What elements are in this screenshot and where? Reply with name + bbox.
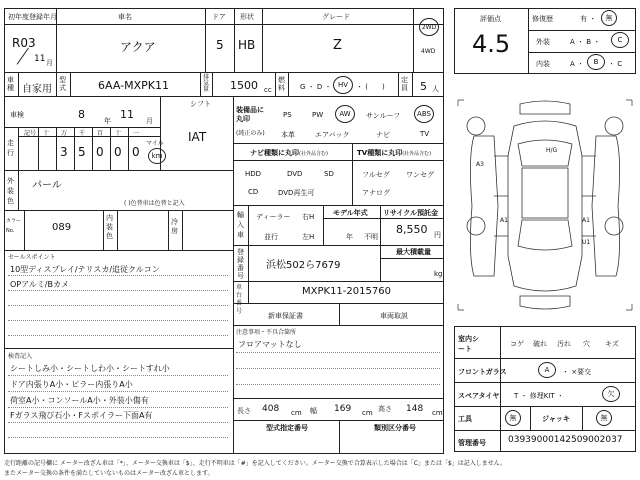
jack-label: ジャッキ <box>542 415 570 423</box>
sales-point-line-1: 10型ディスプレイ/テリスカ/追従クルコン <box>10 265 160 274</box>
model-label: 型式 <box>59 76 66 92</box>
inspection-year-unit: 年 <box>104 117 111 125</box>
inspection-year: 8 <box>78 108 85 121</box>
tv-title: TV種類に丸印(社外品含む) <box>357 149 432 157</box>
navi-dvd: DVD <box>287 170 303 178</box>
exterior-grade-label: 外装 <box>536 38 550 46</box>
car-name-label: 車名 <box>118 13 132 21</box>
fuel-label: 燃料 <box>278 76 285 92</box>
mileage-digit-4: 0 <box>114 145 122 159</box>
damage-a1-left: A1 <box>500 217 508 224</box>
length-label: 長さ <box>237 407 251 415</box>
equip-ps: PS <box>283 111 292 119</box>
front-glass-grade-circled: A <box>538 362 556 378</box>
interior-grade-label: 内装 <box>536 60 550 68</box>
km-circled: km <box>148 148 166 164</box>
control-label: 管理番号 <box>458 439 486 447</box>
notes-label: 注意事項・不具合箇所 <box>236 329 297 336</box>
equip-airbag: エアバック <box>315 131 350 139</box>
sales-point-line-2: OPアルミ/Bカメ <box>10 280 69 289</box>
equip-pw: PW <box>312 111 324 119</box>
score-label: 評価点 <box>480 15 501 23</box>
mileage-unit-1: 万 <box>61 130 68 137</box>
max-load-label: 最大積載量 <box>396 248 431 256</box>
damage-hg: H/G <box>546 147 558 154</box>
footer-line-1: 走行距離の記号欄に メーター改ざん車は「*」、メーター交換車は「$」、走行不明車は「#」を記入してください。メーター交換で合算表示した場合は「C」または「$」は記入しません。 <box>4 460 507 467</box>
capacity-value: 5 <box>420 80 427 93</box>
drive-2wd-circled: 2WD <box>419 18 439 36</box>
exterior-color: パール <box>32 180 62 191</box>
interior-grade-c: ・ C <box>608 60 623 68</box>
equipment-subtitle: (純正のみ) <box>236 130 265 137</box>
import-parallel: 並行 <box>264 233 278 241</box>
interior-color-label: 内装色 <box>106 214 113 240</box>
tv-fullseg: フルセグ <box>362 171 390 179</box>
doors-value: 5 <box>216 38 224 52</box>
interior-grade-circled: B <box>587 54 605 70</box>
damage-a3: A3 <box>476 161 484 168</box>
equip-tv: TV <box>420 130 430 138</box>
length-value: 408 <box>262 404 280 414</box>
sales-point-label: セールスポイント <box>8 254 56 261</box>
width-label: 幅 <box>310 407 317 415</box>
mileage-units-label: 記号 <box>24 130 37 137</box>
interior-seat-label: 室内シート <box>458 335 479 353</box>
repair-label: 修復歴 <box>532 15 553 23</box>
front-glass-label: フロントガラス <box>458 368 507 376</box>
shift-label: シフト <box>190 100 211 108</box>
mileage-unit-2: 千 <box>79 130 86 137</box>
exterior-note: ( )色替車は色替と記入 <box>124 200 185 207</box>
right-handle: 右H <box>302 213 315 221</box>
drive-4wd: 4WD <box>421 48 436 55</box>
fuel-hv-circled: HV <box>333 76 353 94</box>
grade-label: グレード <box>322 13 350 21</box>
registration-value: 浜松502ら7679 <box>266 260 341 271</box>
max-load-kg: kg <box>434 270 443 278</box>
inspection-label: 車検 <box>10 111 24 119</box>
mileage-digit-1: 3 <box>60 145 68 159</box>
control-value: 03939000142509002037 <box>508 435 623 445</box>
equip-leather: 本革 <box>281 131 295 139</box>
repair-options: 有 ・ <box>580 15 597 23</box>
inspector-line-1: シートしみ小・シートしわ小・シートすれ小 <box>10 364 170 373</box>
vin-label: 車台番号 <box>236 284 243 315</box>
inspector-line-3: 荷室A小・コンソールA小・外装小傷有 <box>10 396 149 405</box>
seat-scratch: キズ <box>605 340 619 348</box>
mileage-digit-5: 0 <box>132 145 140 159</box>
tv-oneseg: ワンセグ <box>406 171 434 179</box>
capacity-unit: 人 <box>432 85 439 93</box>
equipment-title: 装備品に丸印 <box>236 106 264 123</box>
import-label: 輸入車 <box>237 211 244 239</box>
mileage-label: 走行 <box>7 139 14 157</box>
first-reg-label: 初年度登録年月 <box>8 13 57 21</box>
height-value: 148 <box>406 404 424 414</box>
tv-analog: アナログ <box>362 189 390 197</box>
usage-label: 車種 <box>7 76 14 92</box>
score-value: 4.5 <box>472 30 511 58</box>
width-cm: cm <box>362 409 373 417</box>
model-year-unknown: 不明 <box>364 233 378 241</box>
height-label: 高さ <box>378 405 392 413</box>
seat-burn: コゲ <box>510 340 524 348</box>
recycle-value: 8,550 <box>396 223 428 236</box>
left-handle: 左H <box>302 233 315 241</box>
doc-warranty: 新車保証書 <box>268 312 303 320</box>
first-reg-month-unit: 月 <box>46 59 53 67</box>
spare-tire-label: スペアタイヤ <box>458 392 500 400</box>
spare-tire-circled: 欠 <box>602 386 620 402</box>
tools-label: 工具 <box>458 415 472 423</box>
navi-cd: CD <box>248 188 259 196</box>
mileage-unit-4: 十 <box>115 130 122 137</box>
equip-navi: ナビ <box>376 131 390 139</box>
tools-circled: 無 <box>505 410 521 426</box>
registration-label: 登録番号 <box>237 248 244 280</box>
first-reg-value: R03 <box>12 36 36 50</box>
length-cm: cm <box>291 409 302 417</box>
shift-value: IAT <box>188 130 207 144</box>
jack-circled: 無 <box>596 410 612 426</box>
mileage-unit-0: 十 <box>43 130 50 137</box>
recycle-yen: 円 <box>434 231 441 239</box>
damage-u1: U1 <box>582 239 591 246</box>
inspector-label: 検査記入 <box>8 353 33 360</box>
notes-line-1: フロアマットなし <box>238 340 302 349</box>
displacement-label: 排気量 <box>203 74 210 93</box>
footer-line-2: またメーター交換の条件を満たしていないものはメーター改ざん車とします。 <box>4 470 214 477</box>
vin-value: MXPK11-2015760 <box>302 286 391 297</box>
exterior-grade-circled: C <box>611 32 629 48</box>
car-damage-diagram <box>454 96 636 314</box>
displacement-value: 1500 <box>230 79 258 92</box>
front-glass-options: ・ ×要交 <box>562 368 592 376</box>
ac-label: 冷房 <box>171 218 178 235</box>
equip-sunroof: サンルーフ <box>366 112 401 120</box>
door-label: ドア <box>212 13 226 21</box>
mileage-unit-3: 百 <box>97 130 104 137</box>
import-dealer: ディーラー <box>256 213 291 221</box>
repair-none-circled: 無 <box>601 10 617 26</box>
exterior-grade-options: A ・ B ・ <box>570 38 601 46</box>
usage-value: 自家用 <box>22 84 52 95</box>
shape-label: 形状 <box>240 13 254 21</box>
capacity-label: 定員 <box>401 76 408 92</box>
class-label: 類別区分番号 <box>374 424 416 432</box>
navi-title: ナビ種類に丸印(社外品含む) <box>250 149 328 157</box>
model-year-label: モデル年式 <box>333 209 368 217</box>
navi-hdd: HDD <box>245 170 262 178</box>
recycle-label: リサイクル預託金 <box>383 209 439 217</box>
mileage-unit-5: 一 <box>133 130 140 137</box>
spare-tire-options: T ・ 修理KIT ・ <box>514 392 564 400</box>
model-year-year: 年 <box>346 233 353 241</box>
inspection-month: 11 <box>120 108 134 121</box>
seat-tear: 破れ <box>533 340 547 348</box>
car-name-value: アクア <box>120 40 156 54</box>
fuel-options: G ・ D ・ <box>300 83 332 91</box>
equip-abs-circled: ABS <box>414 105 434 123</box>
height-cm: cm <box>432 409 443 417</box>
equip-aw-circled: AW <box>335 105 355 123</box>
type-approval-label: 型式指定番号 <box>266 424 308 432</box>
damage-a1-right: A1 <box>582 217 590 224</box>
mile-label: マイル <box>146 140 164 147</box>
mileage-digit-2: 5 <box>78 145 86 159</box>
navi-dvd-play: DVD再生可 <box>278 189 315 197</box>
fuel-paren: ・ ( ) <box>356 83 385 91</box>
color-no-label: カラーNo. <box>6 218 22 234</box>
inspector-line-2: ドア内張りA小・ピラー内張りA小 <box>10 380 133 389</box>
first-reg-month: 11 <box>34 54 46 64</box>
inspector-line-4: Fガラス飛び石小・Fスポイラー下面A有 <box>10 411 153 420</box>
seat-stain: 汚れ <box>557 340 571 348</box>
mileage-digit-3: 0 <box>96 145 104 159</box>
seat-hole: 穴 <box>583 340 590 348</box>
exterior-label: 外装色 <box>7 177 14 205</box>
navi-sd: SD <box>324 170 334 178</box>
inspection-month-unit: 月 <box>146 117 153 125</box>
interior-grade-a: A ・ <box>570 60 585 68</box>
doc-manual: 車両取説 <box>380 312 408 320</box>
color-no-value: 089 <box>52 222 72 233</box>
shape-value: HB <box>238 38 256 52</box>
model-value: 6AA-MXPK11 <box>98 79 169 92</box>
grade-value: Z <box>333 38 342 53</box>
cc-unit: cc <box>264 86 272 94</box>
width-value: 169 <box>334 404 352 414</box>
